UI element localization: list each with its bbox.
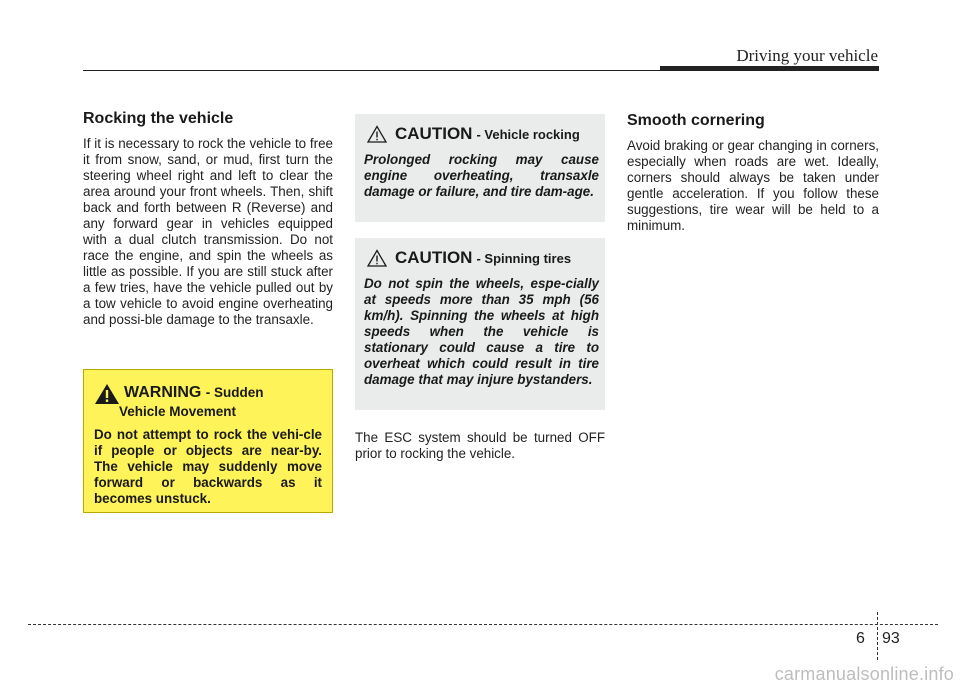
cornering-heading: Smooth cornering [627, 112, 765, 129]
caution-triangle-icon [367, 249, 387, 267]
caution-text: Do not spin the wheels, espe-cially at speeds more than 35 mph (56 km/h). Spinning the wheels at high speeds when the vehicle is stationary could cause a tire to overheat which could result in tire damage that may injure bystanders. [364, 276, 599, 387]
warning-text: Do not attempt to rock the vehi-cle if people or objects are near-by. The vehicle may suddenly move forward or backwards as it becomes unstuck. [94, 427, 322, 506]
warning-header [94, 384, 322, 405]
rocking-heading: Rocking the vehicle [83, 110, 234, 127]
header-rule [83, 70, 660, 71]
chapter-number: 6 [856, 630, 865, 647]
section-title: Driving your vehicle [736, 46, 878, 65]
caution-triangle-icon [367, 125, 387, 143]
footer-divider [877, 612, 878, 660]
rocking-body: If it is necessary to rock the vehicle to free it from snow, sand, or mud, first turn the steering wheel right and left to clear the area around your front wheels. Then, shift back and forth between R (Reverse) and any forward gear in vehicles equipped with a dual clutch transmission. Do not race the engine, and spin the wheels as little as possible. If you are still stuck after a few tries, have the vehicle pulled out by a tow vehicle to avoid engine overheating and possi-ble damage to the transaxle. [83, 136, 333, 327]
caution-box-vehicle-rocking [355, 114, 605, 222]
page-number: 93 [882, 630, 900, 647]
caution-subtitle: - Spinning tires [476, 250, 572, 266]
warning-subtitle: - Sudden [205, 385, 264, 400]
warning-subtitle-line2: Vehicle Movement [119, 404, 237, 419]
caution-label: CAUTION [395, 124, 473, 143]
caution-header [364, 124, 599, 144]
caution-subtitle: - Vehicle rocking [476, 126, 580, 142]
esc-note: The ESC system should be turned OFF prior to rocking the vehicle. [355, 430, 605, 461]
caution-label: CAUTION [395, 248, 473, 267]
cornering-body: Avoid braking or gear changing in corners, especially when roads are wet. Ideally, corners should always be taken under gentle acceleration. If you follow these suggestions, tire wear will be held to a minimum. [627, 138, 879, 233]
watermark: carmanualsonline.info [774, 664, 954, 684]
caution-text: Prolonged rocking may cause engine overheating, transaxle damage or failure, and tire dam-age. [364, 152, 599, 199]
warning-triangle-icon [94, 383, 120, 405]
header-rule-bold [660, 66, 879, 71]
warning-box [83, 369, 333, 513]
caution-box-spinning-tires [355, 238, 605, 410]
caution-header [364, 248, 599, 268]
warning-label: WARNING [124, 384, 202, 401]
footer-rule [28, 624, 938, 625]
